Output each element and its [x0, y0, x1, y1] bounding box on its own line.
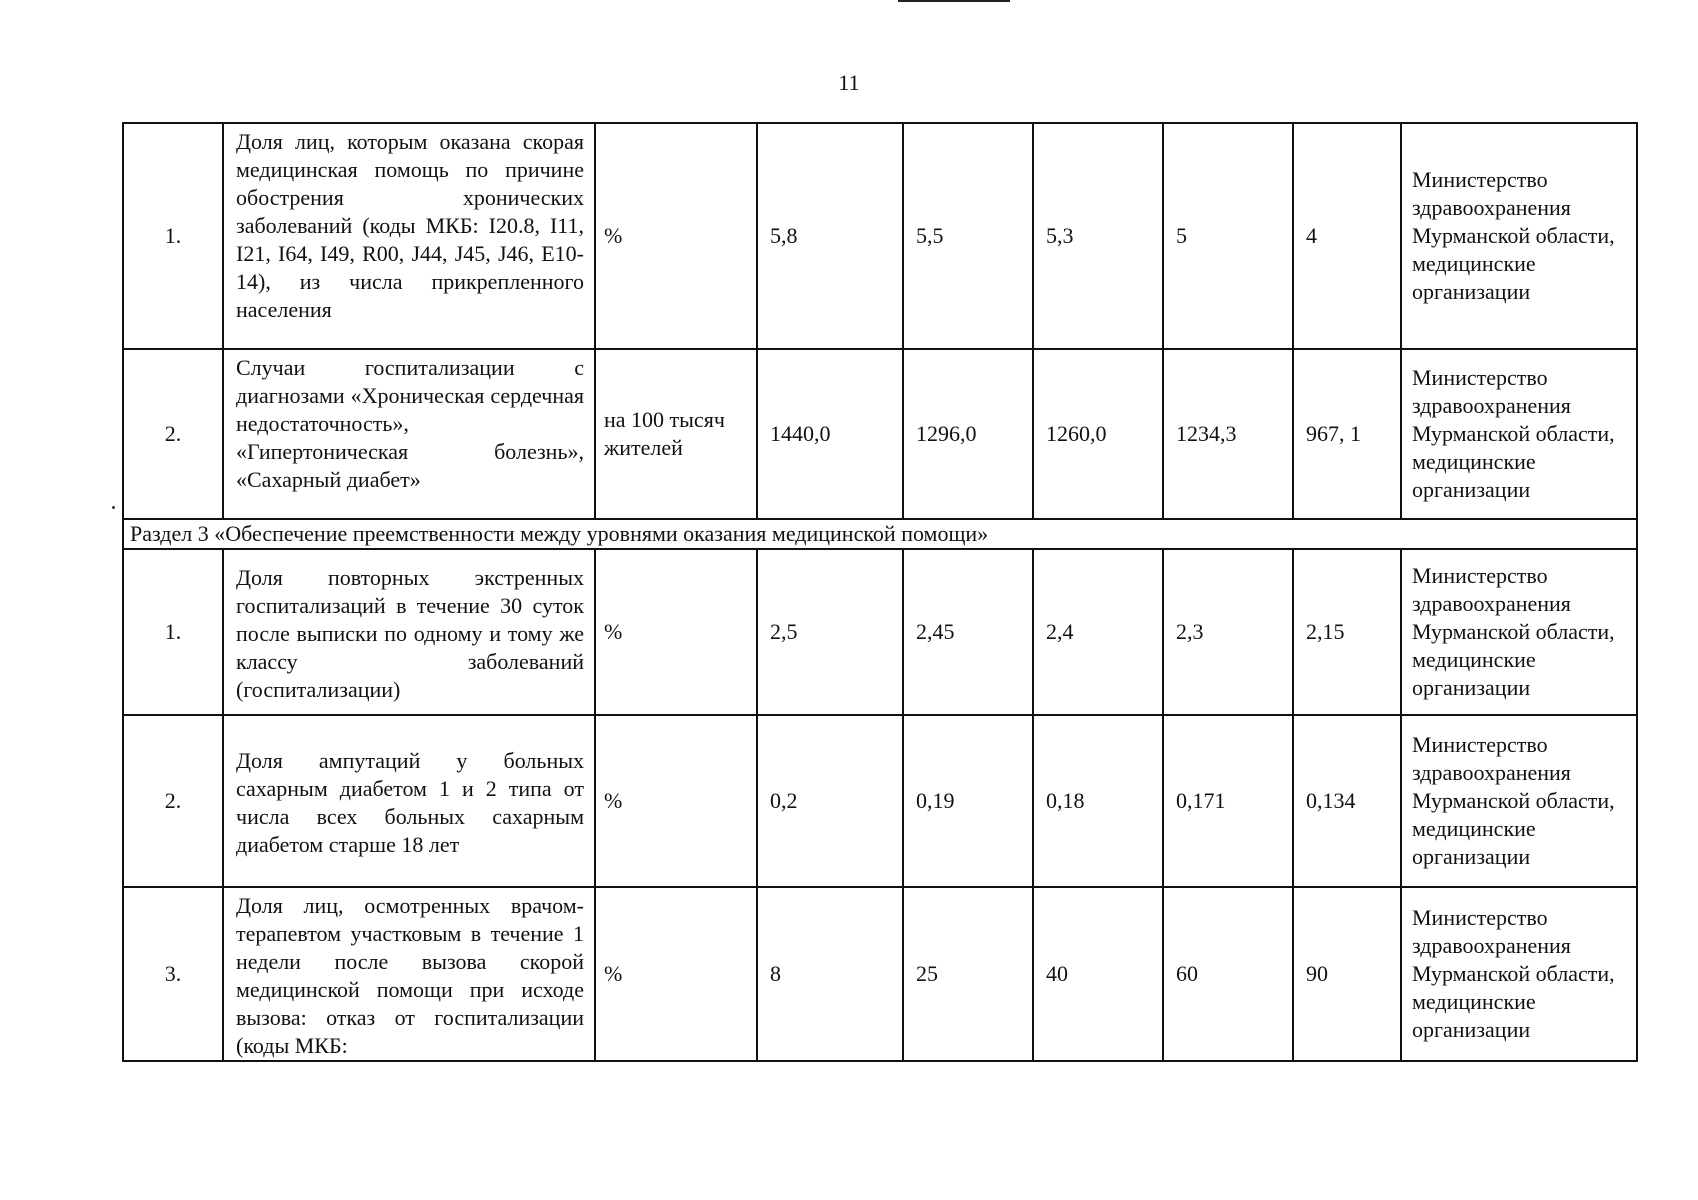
responsible-cell: Министерство здравоохранения Мурманской области, медицинские организации [1401, 123, 1637, 349]
value-cell: 0,19 [903, 715, 1033, 887]
value-cell: 5,8 [757, 123, 903, 349]
value-cell: 0,2 [757, 715, 903, 887]
value-cell: 1296,0 [903, 349, 1033, 519]
row-number: 1. [123, 549, 223, 715]
section-row [123, 519, 1637, 549]
value-cell: 967, 1 [1293, 349, 1401, 519]
value-cell: 4 [1293, 123, 1401, 349]
unit-cell: % [595, 123, 757, 349]
value-cell: 0,134 [1293, 715, 1401, 887]
indicator-description: Доля лиц, которым оказана скорая медицинская помощь по причине обострения хронических заболеваний (коды МКБ: I20.8, I11, I21, I64, I49, R00, J44, J45, J46, E10-14), из числа прикрепленного населения [223, 123, 595, 349]
value-cell: 8 [757, 887, 903, 1061]
table-row [123, 123, 1637, 349]
table-row [123, 887, 1637, 1061]
section-title: Раздел 3 «Обеспечение преемственности между уровнями оказания медицинской помощи» [123, 519, 1637, 549]
responsible-cell: Министерство здравоохранения Мурманской области, медицинские организации [1401, 715, 1637, 887]
value-cell: 0,18 [1033, 715, 1163, 887]
value-cell: 2,45 [903, 549, 1033, 715]
responsible-cell: Министерство здравоохранения Мурманской области, медицинские организации [1401, 549, 1637, 715]
value-cell: 1260,0 [1033, 349, 1163, 519]
unit-cell: % [595, 549, 757, 715]
indicator-description: Доля лиц, осмотренных врачом-терапевтом участковым в течение 1 недели после вызова скорой медицинской помощи при исходе вызова: отказ от госпитализации (коды МКБ: [223, 887, 595, 1061]
indicator-description: Доля повторных экстренных госпитализаций в течение 30 суток после выписки по одному и тому же классу заболеваний (госпитализации) [223, 549, 595, 715]
value-cell: 2,15 [1293, 549, 1401, 715]
page-number: 11 [838, 70, 860, 95]
value-cell: 5 [1163, 123, 1293, 349]
value-cell: 0,171 [1163, 715, 1293, 887]
header-rule [898, 0, 1010, 2]
value-cell: 60 [1163, 887, 1293, 1061]
table-row [123, 549, 1637, 715]
indicator-description: Случаи госпитализации с диагнозами «Хроническая сердечная недостаточность», «Гипертоническая болезнь», «Сахарный диабет» [223, 349, 595, 519]
table-row [123, 715, 1637, 887]
value-cell: 5,5 [903, 123, 1033, 349]
value-cell: 2,4 [1033, 549, 1163, 715]
indicator-description: Доля ампутаций у больных сахарным диабетом 1 и 2 типа от числа всех больных сахарным диабетом старше 18 лет [223, 715, 595, 887]
unit-cell: % [595, 715, 757, 887]
value-cell: 25 [903, 887, 1033, 1061]
value-cell: 2,3 [1163, 549, 1293, 715]
row-number: 1. [123, 123, 223, 349]
responsible-cell: Министерство здравоохранения Мурманской области, медицинские организации [1401, 349, 1637, 519]
unit-cell: на 100 тысяч жителей [595, 349, 757, 519]
responsible-cell: Министерство здравоохранения Мурманской области, медицинские организации [1401, 887, 1637, 1061]
row-number: 2. [123, 349, 223, 519]
value-cell: 2,5 [757, 549, 903, 715]
table-row [123, 349, 1637, 519]
row-number: 2. [123, 715, 223, 887]
row-number: 3. [123, 887, 223, 1061]
value-cell: 40 [1033, 887, 1163, 1061]
value-cell: 1440,0 [757, 349, 903, 519]
unit-cell: % [595, 887, 757, 1061]
value-cell: 1234,3 [1163, 349, 1293, 519]
indicators-table [122, 122, 1638, 1062]
scan-speck [112, 506, 115, 509]
value-cell: 90 [1293, 887, 1401, 1061]
value-cell: 5,3 [1033, 123, 1163, 349]
